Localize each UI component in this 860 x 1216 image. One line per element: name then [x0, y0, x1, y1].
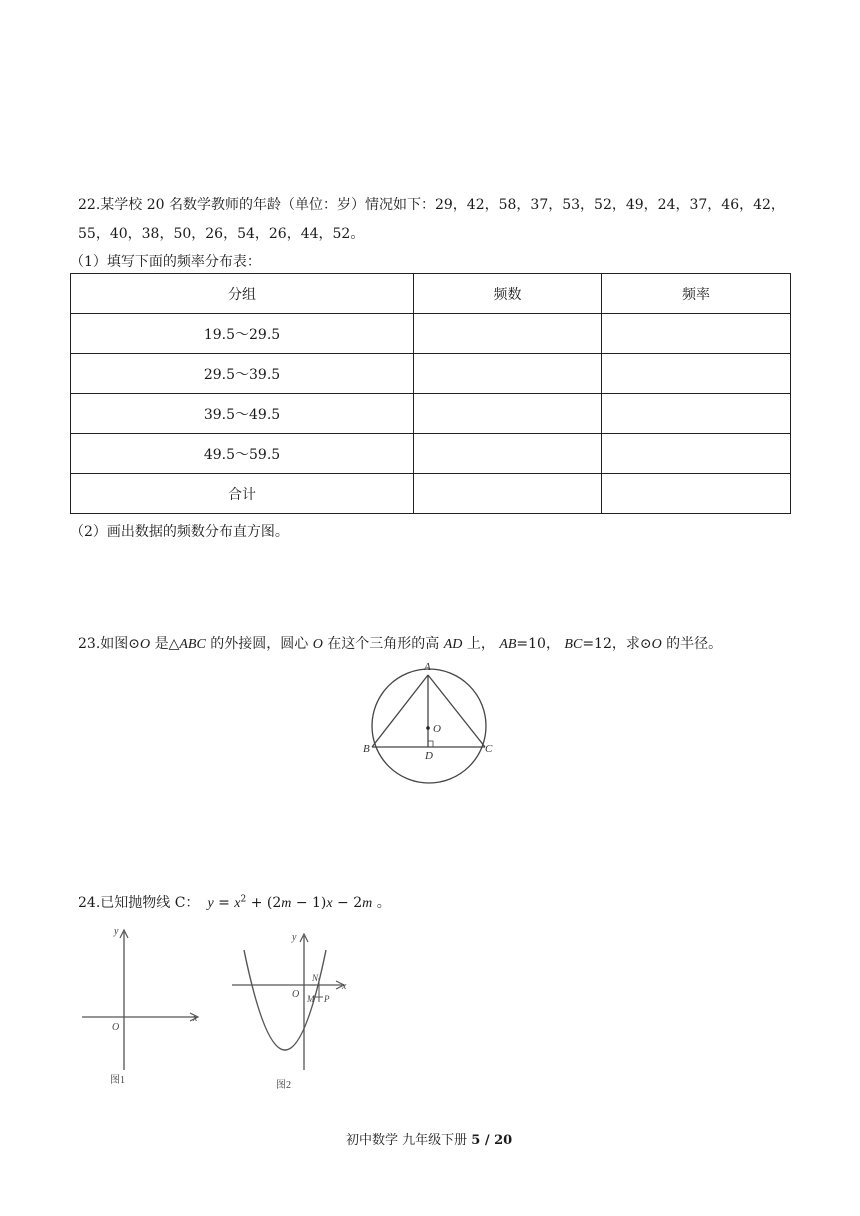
footer-text: 初中数学 九年级下册: [346, 1133, 472, 1148]
q24-text: [78, 892, 391, 912]
table-cell: 合计: [71, 474, 414, 514]
frequency-table: [70, 273, 791, 514]
q24-sup: 2: [240, 894, 247, 905]
center-point: [426, 726, 430, 730]
label-A: A: [424, 661, 431, 673]
q23-seg: 的外接圆，圆心: [205, 636, 313, 652]
q24-f: =: [213, 895, 235, 911]
q23-AB-val: =10: [516, 636, 546, 652]
fig2-label-N: N: [312, 973, 319, 983]
q23-seg: 是△: [150, 636, 180, 652]
table-cell[interactable]: [602, 434, 791, 474]
q23-AD: AD: [443, 637, 463, 652]
fig2-label-M: M: [307, 994, 315, 1004]
table-row: [71, 434, 791, 474]
q23-ABC: ABC: [179, 637, 206, 652]
q23-seg: 上，: [462, 636, 500, 652]
table-cell[interactable]: [602, 354, 791, 394]
q23-BC-val: =12: [582, 636, 612, 652]
q23-seg: ，求⊙: [611, 636, 652, 652]
label-D: D: [425, 750, 433, 762]
fig2-label-P: P: [324, 994, 330, 1004]
table-header-row: [71, 274, 791, 314]
q24-x: x: [326, 896, 333, 911]
table-cell: 39.5～49.5: [71, 394, 414, 434]
q23-seg: 在这个三角形的高: [322, 636, 444, 652]
table-cell: 19.5～29.5: [71, 314, 414, 354]
q24-f: + (2: [246, 895, 282, 911]
q23-BC: BC: [564, 637, 583, 652]
header-rate: 频率: [602, 274, 791, 314]
q23-O: O: [312, 637, 323, 652]
q24-f: − 1): [291, 895, 327, 911]
header-count: 频数: [414, 274, 602, 314]
q22-part1: （1）填写下面的频率分布表：: [70, 254, 261, 270]
right-angle-mark: [428, 741, 433, 747]
table-cell[interactable]: [414, 394, 602, 434]
fig1-label-y: y: [114, 926, 119, 937]
table-row: [71, 394, 791, 434]
q23-O: O: [140, 637, 151, 652]
q22-part2: （2）画出数据的频数分布直方图。: [70, 524, 289, 540]
table-cell[interactable]: [602, 394, 791, 434]
side-AC: [428, 675, 485, 747]
table-row: [71, 314, 791, 354]
table-cell[interactable]: [414, 434, 602, 474]
q24-y: y: [207, 896, 214, 911]
table-cell[interactable]: [602, 314, 791, 354]
q22-line2: 55，40，38，50，26，54，26，44，52。: [78, 226, 365, 242]
label-B: B: [363, 743, 370, 755]
q23-text: [78, 633, 722, 653]
q24-x: x: [234, 896, 241, 911]
label-C: C: [485, 743, 493, 755]
q23-seg: 23.如图⊙: [78, 636, 140, 652]
q24-prefix: 24.已知抛物线 C：: [78, 895, 200, 911]
q22-line1: 22.某学校 20 名数学教师的年龄（单位：岁）情况如下：29，42，58，37，53，52，49，24，37，46，42，: [78, 197, 785, 213]
q24-suffix: 。: [372, 895, 391, 911]
q23-seg: ，: [545, 636, 565, 652]
table-cell[interactable]: [414, 314, 602, 354]
table-row: [71, 474, 791, 514]
q23-seg: 的半径。: [661, 636, 723, 652]
label-O: O: [433, 723, 441, 735]
header-group: 分组: [71, 274, 414, 314]
table-cell: 49.5～59.5: [71, 434, 414, 474]
fig2-label-y: y: [292, 932, 297, 943]
q24-m: m: [281, 896, 292, 911]
q23-O: O: [651, 637, 662, 652]
figure-1-axes: [78, 922, 208, 1092]
table-cell: 29.5～39.5: [71, 354, 414, 394]
fig2-label-x: x: [342, 981, 347, 992]
fig1-label-O: O: [112, 1022, 120, 1033]
page-footer: [346, 1129, 512, 1148]
circle-triangle-figure: [355, 655, 505, 790]
table-cell[interactable]: [414, 474, 602, 514]
figure-2-parabola: [228, 922, 358, 1094]
fig1-caption: 图1: [110, 1075, 125, 1086]
fig2-caption: 图2: [276, 1080, 291, 1091]
page-number: 5 / 20: [471, 1133, 513, 1148]
fig2-label-O: O: [292, 989, 300, 1000]
side-AB: [372, 675, 428, 747]
q23-AB: AB: [499, 637, 517, 652]
q24-m: m: [362, 896, 373, 911]
table-cell[interactable]: [414, 354, 602, 394]
table-cell[interactable]: [602, 474, 791, 514]
fig1-label-x: x: [193, 1013, 198, 1024]
table-row: [71, 354, 791, 394]
q24-f: − 2: [332, 895, 363, 911]
